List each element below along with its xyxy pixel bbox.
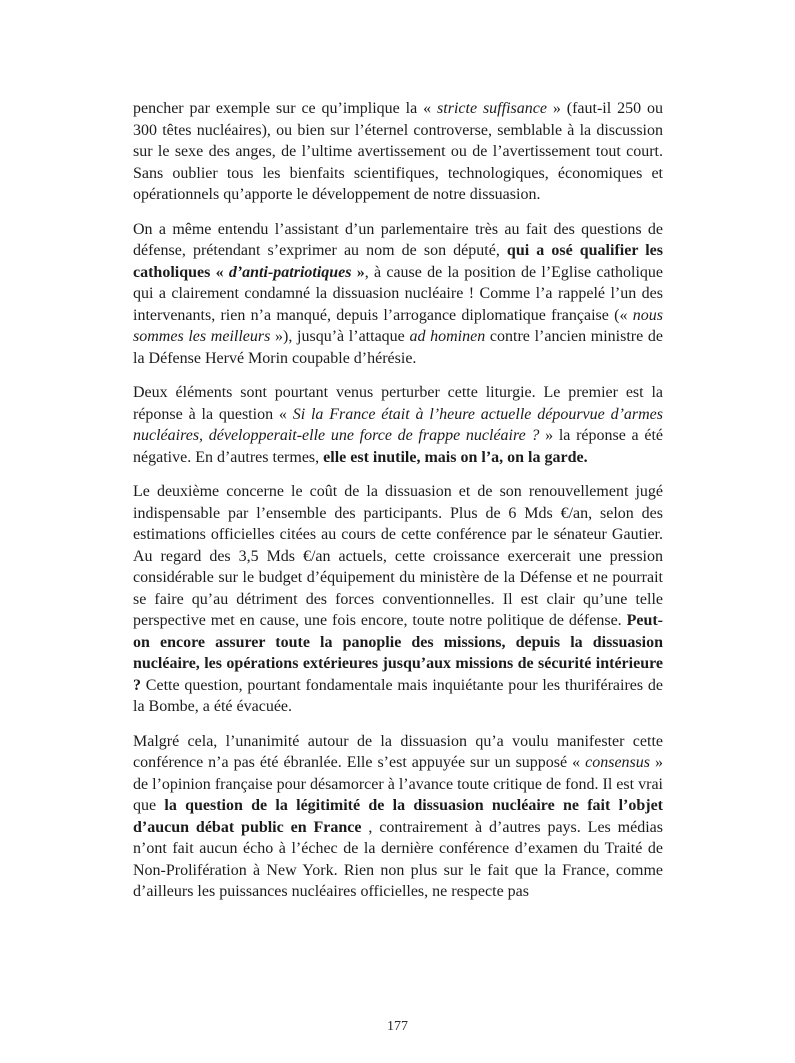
page-footer <box>0 1019 795 1035</box>
text-run: Cette question, pourtant fondamentale mais inquiétante pour les thuriféraires de la Bombe, a été évacuée. <box>133 676 664 715</box>
text-run: Malgré cela, l’unanimité autour de la dissuasion qu’a voulu manifester cette conférence n’a pas été ébranlée. Elle s’est appuyée sur un supposé « <box>133 732 663 771</box>
text-run: » la réponse a été négative. En d’autres termes, <box>133 427 663 466</box>
text-run: » de l’opinion française pour désamorcer à l’avance toute critique de fond. Il est vrai que <box>133 754 664 814</box>
text-run: d’anti-patriotiques <box>228 263 352 281</box>
text-run: Deux éléments sont pourtant venus perturber cette liturgie. Le premier est la réponse à la question « <box>133 384 663 423</box>
text-run: , à cause de la position de l’Eglise catholique qui a clairement condamné la dissuasion nucléaire ! Comme l’a rappelé l’un des intervenants, rien n’a manqué, depuis l’arrogance diplomatique française (« <box>133 263 664 324</box>
text-run: » (faut-il 250 ou 300 têtes nucléaires), ou bien sur l’éternel controverse, semblable à la discussion sur le sexe des anges, de l’ultime avertissement ou de l’avertissement tout court. Sans oublier tous les bienfaits scientifiques, technologiques, économiques et opérationnels qu’apporte le développement de notre dissuasion. <box>133 100 664 203</box>
paragraph <box>133 382 663 468</box>
text-run: »), jusqu’à l’attaque <box>270 328 410 345</box>
document-body <box>133 98 663 916</box>
text-run: consensus <box>585 754 651 771</box>
paragraph <box>133 731 663 903</box>
text-run: nous sommes les meilleurs <box>133 306 663 345</box>
text-run: stricte suffisance <box>437 100 547 117</box>
text-run: » <box>351 263 365 281</box>
paragraph <box>133 98 663 206</box>
text-run: , contrairement à d’autres pays. Les médias n’ont fait aucun écho à l’échec de la dernière conférence d’examen du Traité de Non-Prolifération à New York. Rien non plus sur le fait que la France, comme d’ailleurs les puissances nucléaires officielles, ne respecte pas <box>133 818 663 900</box>
text-run: ad hominen <box>409 328 486 345</box>
paragraph <box>133 219 663 370</box>
text-run: qui a osé qualifier les catholiques « <box>133 242 663 281</box>
text-run: la question de la légitimité de la dissuasion nucléaire ne fait l’objet d’aucun débat public en France <box>133 797 663 836</box>
text-run: Peut-on encore assurer toute la panoplie des missions, depuis la dissuasion nucléaire, les opérations extérieures jusqu’aux missions de sécurité intérieure ? <box>133 612 663 694</box>
text-run: Si la France était à l’heure actuelle dépourvue d’armes nucléaires, développerait-elle une force de frappe nucléaire ? <box>133 405 664 444</box>
text-run: pencher par exemple sur ce qu’implique la « <box>133 100 438 117</box>
text-run: elle est inutile, mais on l’a, on la garde. <box>323 448 588 466</box>
paragraph <box>133 481 663 718</box>
text-run: Le deuxième concerne le coût de la dissuasion et de son renouvellement jugé indispensable par l’ensemble des participants. Plus de 6 Mds €/an, selon des estimations officielles citées au cours de cette conférence par le sénateur Gautier. Au regard des 3,5 Mds €/an actuels, cette croissance exercerait une pression considérable sur le budget d’équipement du ministère de la Défense et ne pourrait se faire qu’au détriment des forces conventionnelles. Il est clair qu’une telle perspective met en cause, une fois encore, toute notre politique de défense. <box>133 483 663 629</box>
text-run: contre l’ancien ministre de la Défense Hervé Morin coupable d’hérésie. <box>133 328 663 367</box>
text-run: On a même entendu l’assistant d’un parlementaire très au fait des questions de défense, prétendant s’exprimer au nom de son député, <box>133 220 663 259</box>
page-number: 177 <box>387 1019 408 1034</box>
